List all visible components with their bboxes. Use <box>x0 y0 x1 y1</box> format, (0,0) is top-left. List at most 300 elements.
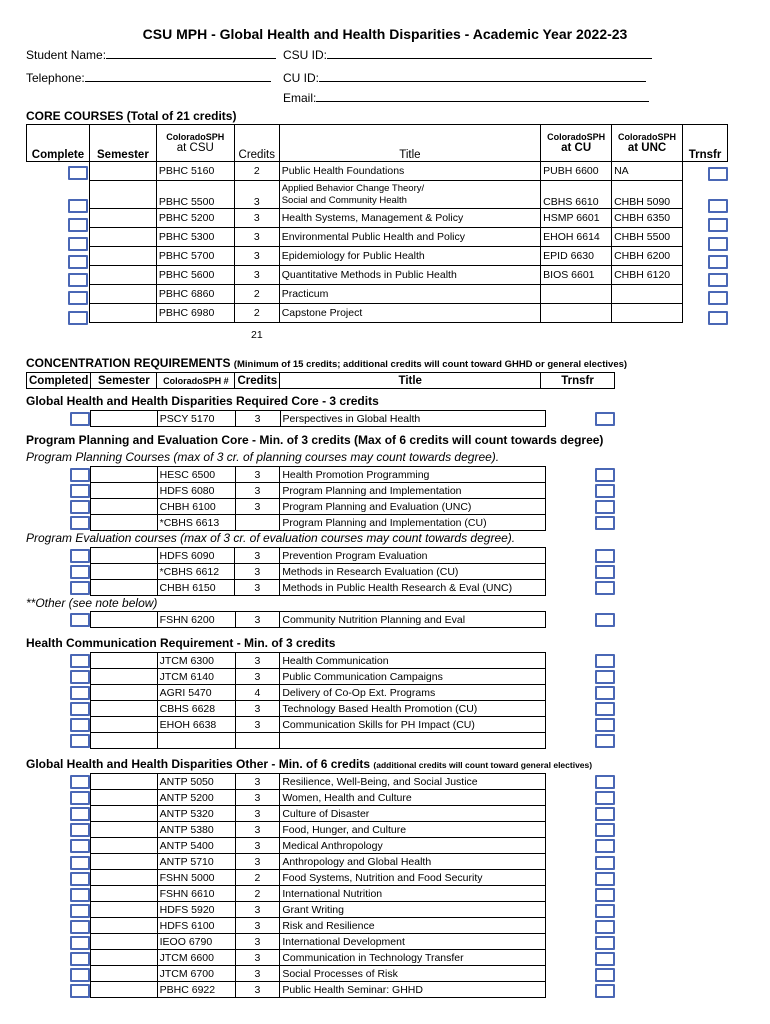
course-number: HDFS 6100 <box>157 918 235 934</box>
course-number: PBHC 5500 <box>156 181 234 209</box>
transfer-checkbox[interactable] <box>708 291 728 305</box>
col-unc <box>612 125 683 162</box>
ghhd-other-heading-note: (additional credits will count toward general electives) <box>373 760 593 770</box>
course-number: *CBHS 6612 <box>157 564 235 580</box>
table-row <box>27 285 728 304</box>
table-row <box>27 209 728 228</box>
course-title: Quantitative Methods in Public Health <box>279 266 540 285</box>
table-row <box>91 499 546 515</box>
table-row <box>91 902 546 918</box>
course-credits: 2 <box>235 870 280 886</box>
transfer-checkbox[interactable] <box>708 218 728 232</box>
table-row <box>27 228 728 247</box>
complete-checkbox[interactable] <box>70 872 90 886</box>
complete-checkbox[interactable] <box>70 968 90 982</box>
course-number: ANTP 5710 <box>157 854 235 870</box>
table-row <box>91 806 546 822</box>
core-heading: CORE COURSES (Total of 21 credits) <box>26 109 237 123</box>
core-courses-table <box>26 124 728 323</box>
complete-checkbox[interactable] <box>68 291 88 305</box>
course-number: PBHC 6860 <box>156 285 234 304</box>
course-title: Program Planning and Implementation <box>280 483 546 499</box>
col-title: Title <box>280 373 541 389</box>
transfer-checkbox[interactable] <box>595 500 615 514</box>
course-title: Health Communication <box>280 653 546 669</box>
complete-checkbox[interactable] <box>68 255 88 269</box>
table-row <box>27 266 728 285</box>
complete-checkbox[interactable] <box>70 484 90 498</box>
course-number: PBHC 5200 <box>156 209 234 228</box>
transfer-checkbox[interactable] <box>595 412 615 426</box>
table-row <box>91 653 546 669</box>
cu-equivalent: BIOS 6601 <box>541 266 612 285</box>
transfer-checkbox[interactable] <box>595 670 615 684</box>
complete-checkbox[interactable] <box>70 670 90 684</box>
col-cu <box>541 125 612 162</box>
table-row <box>91 467 546 483</box>
transfer-checkbox[interactable] <box>595 920 615 934</box>
course-title: Public Health Foundations <box>279 162 540 181</box>
course-number: JTCM 6700 <box>157 966 235 982</box>
table-row <box>27 247 728 266</box>
col-completed: Completed <box>27 373 91 389</box>
course-credits: 3 <box>235 580 280 596</box>
complete-checkbox[interactable] <box>68 273 88 287</box>
table-row <box>27 162 728 181</box>
required-core-heading: Global Health and Health Disparities Required Core - 3 credits <box>26 394 379 408</box>
col-credits: Credits <box>235 373 280 389</box>
cu-equivalent: HSMP 6601 <box>541 209 612 228</box>
course-credits: 3 <box>234 228 279 247</box>
concentration-heading <box>26 356 627 370</box>
course-title: Delivery of Co-Op Ext. Programs <box>280 685 546 701</box>
course-credits: 3 <box>235 499 280 515</box>
cu-equivalent <box>541 304 612 323</box>
course-title-line1: Applied Behavior Change Theory/ <box>281 182 425 194</box>
course-title: Grant Writing <box>280 902 546 918</box>
unc-equivalent: CHBH 6200 <box>612 247 683 266</box>
course-title: Social Processes of Risk <box>280 966 546 982</box>
table-row <box>91 701 546 717</box>
transfer-checkbox[interactable] <box>595 839 615 853</box>
course-title: Women, Health and Culture <box>280 790 546 806</box>
course-title: International Nutrition <box>280 886 546 902</box>
table-row <box>91 918 546 934</box>
course-credits: 3 <box>235 653 280 669</box>
transfer-checkbox[interactable] <box>595 904 615 918</box>
table-row <box>91 411 546 427</box>
table-row <box>91 854 546 870</box>
table-row <box>91 669 546 685</box>
complete-checkbox[interactable] <box>70 734 90 748</box>
complete-checkbox[interactable] <box>70 549 90 563</box>
course-title-line2: Social and Community Health <box>281 194 407 206</box>
col-unc-top: ColoradoSPH <box>618 132 677 142</box>
complete-checkbox[interactable] <box>70 581 90 595</box>
cu-equivalent: EPID 6630 <box>541 247 612 266</box>
course-title: Methods in Research Evaluation (CU) <box>280 564 546 580</box>
complete-checkbox[interactable] <box>70 952 90 966</box>
other-ppe-table <box>90 611 546 628</box>
complete-checkbox[interactable] <box>68 199 88 213</box>
table-row <box>91 870 546 886</box>
course-title: Prevention Program Evaluation <box>280 548 546 564</box>
course-credits: 3 <box>235 966 280 982</box>
table-row <box>91 838 546 854</box>
course-credits: 3 <box>235 564 280 580</box>
col-cu-bottom: at CU <box>561 142 592 154</box>
core-total-credits: 21 <box>251 329 263 341</box>
course-title: Resilience, Well-Being, and Social Justice <box>280 774 546 790</box>
course-number: IEOO 6790 <box>157 934 235 950</box>
communication-heading: Health Communication Requirement - Min. of 3 credits <box>26 636 336 650</box>
course-title: Community Nutrition Planning and Eval <box>280 612 546 628</box>
evaluation-note: Program Evaluation courses (max of 3 cr. of evaluation courses may count towards degree). <box>26 531 516 545</box>
complete-checkbox[interactable] <box>70 920 90 934</box>
course-credits: 3 <box>235 467 280 483</box>
table-row <box>91 950 546 966</box>
complete-checkbox[interactable] <box>70 807 90 821</box>
table-row <box>27 181 728 209</box>
table-row <box>91 580 546 596</box>
course-credits: 2 <box>234 304 279 323</box>
col-csu-top: ColoradoSPH <box>166 132 225 142</box>
table-row <box>91 982 546 998</box>
table-row <box>91 548 546 564</box>
ppe-heading: Program Planning and Evaluation Core - Min. of 3 credits (Max of 6 credits will count towards degree) <box>26 433 604 447</box>
course-credits: 3 <box>235 701 280 717</box>
col-complete: Complete <box>27 125 90 162</box>
table-row <box>27 304 728 323</box>
ghhd-other-heading-text: Global Health and Health Disparities Other - Min. of 6 credits <box>26 757 371 771</box>
table-row <box>91 564 546 580</box>
course-number: HDFS 6090 <box>157 548 235 564</box>
transfer-checkbox[interactable] <box>595 468 615 482</box>
col-title: Title <box>279 125 540 162</box>
complete-checkbox[interactable] <box>70 718 90 732</box>
cu-equivalent: EHOH 6614 <box>541 228 612 247</box>
csu-id-field[interactable] <box>283 47 652 62</box>
cu-equivalent <box>541 285 612 304</box>
cu-equivalent: CBHS 6610 <box>541 181 612 209</box>
course-title: Capstone Project <box>279 304 540 323</box>
course-credits: 2 <box>235 886 280 902</box>
complete-checkbox[interactable] <box>68 166 88 180</box>
planning-note: Program Planning Courses (max of 3 cr. of planning courses may count towards degree). <box>26 450 500 464</box>
transfer-checkbox[interactable] <box>595 613 615 627</box>
course-title: Program Planning and Implementation (CU) <box>280 515 546 531</box>
transfer-checkbox[interactable] <box>708 199 728 213</box>
course-credits: 3 <box>235 806 280 822</box>
complete-checkbox[interactable] <box>68 237 88 251</box>
course-number: CHBH 6150 <box>157 580 235 596</box>
transfer-checkbox[interactable] <box>595 775 615 789</box>
telephone-label: Telephone: <box>26 71 85 85</box>
col-semester: Semester <box>91 373 157 389</box>
course-number: ANTP 5200 <box>157 790 235 806</box>
unc-equivalent <box>612 304 683 323</box>
course-credits: 3 <box>235 717 280 733</box>
course-credits: 3 <box>235 548 280 564</box>
cu-equivalent: PUBH 6600 <box>541 162 612 181</box>
transfer-checkbox[interactable] <box>595 565 615 579</box>
transfer-checkbox[interactable] <box>708 167 728 181</box>
csu-id-line[interactable] <box>327 47 652 59</box>
course-credits: 3 <box>235 934 280 950</box>
complete-checkbox[interactable] <box>70 468 90 482</box>
course-number: JTCM 6600 <box>157 950 235 966</box>
course-credits: 3 <box>235 774 280 790</box>
course-title: Technology Based Health Promotion (CU) <box>280 701 546 717</box>
concentration-heading-text: CONCENTRATION REQUIREMENTS <box>26 356 231 370</box>
transfer-checkbox[interactable] <box>595 718 615 732</box>
course-number: *CBHS 6613 <box>157 515 235 531</box>
course-number: PBHC 6980 <box>156 304 234 323</box>
course-credits: 2 <box>234 285 279 304</box>
complete-checkbox[interactable] <box>70 823 90 837</box>
unc-equivalent <box>612 285 683 304</box>
course-number: ANTP 5400 <box>157 838 235 854</box>
transfer-checkbox[interactable] <box>595 549 615 563</box>
course-number: PSCY 5170 <box>157 411 235 427</box>
course-title: Communication in Technology Transfer <box>280 950 546 966</box>
course-credits: 3 <box>235 669 280 685</box>
table-row <box>91 886 546 902</box>
transfer-checkbox[interactable] <box>595 581 615 595</box>
core-header-row <box>27 125 728 162</box>
transfer-checkbox[interactable] <box>595 516 615 530</box>
course-title: Perspectives in Global Health <box>280 411 546 427</box>
complete-checkbox[interactable] <box>70 654 90 668</box>
complete-checkbox[interactable] <box>70 984 90 998</box>
transfer-checkbox[interactable] <box>708 255 728 269</box>
course-number: FSHN 6200 <box>157 612 235 628</box>
course-number: PBHC 5160 <box>156 162 234 181</box>
course-credits: 3 <box>235 902 280 918</box>
course-title: Epidemiology for Public Health <box>279 247 540 266</box>
course-title: Environmental Public Health and Policy <box>279 228 540 247</box>
course-number: EHOH 6638 <box>157 717 235 733</box>
transfer-checkbox[interactable] <box>595 888 615 902</box>
course-title: Public Health Seminar: GHHD <box>280 982 546 998</box>
cu-id-label: CU ID: <box>283 71 319 85</box>
complete-checkbox[interactable] <box>70 839 90 853</box>
col-csu <box>156 125 234 162</box>
complete-checkbox[interactable] <box>68 311 88 325</box>
col-course: ColoradoSPH # <box>157 373 235 389</box>
required-core-table <box>90 410 546 427</box>
complete-checkbox[interactable] <box>70 856 90 870</box>
other-note: **Other (see note below) <box>26 596 158 610</box>
complete-checkbox[interactable] <box>70 412 90 426</box>
table-row <box>91 717 546 733</box>
course-number: CHBH 6100 <box>157 499 235 515</box>
unc-equivalent: NA <box>612 162 683 181</box>
complete-checkbox[interactable] <box>70 936 90 950</box>
planning-courses-table <box>90 466 546 531</box>
col-transfer: Trnsfr <box>683 125 728 162</box>
course-credits: 3 <box>235 822 280 838</box>
unc-equivalent: CHBH 6350 <box>612 209 683 228</box>
transfer-checkbox[interactable] <box>595 734 615 748</box>
transfer-checkbox[interactable] <box>595 952 615 966</box>
complete-checkbox[interactable] <box>70 702 90 716</box>
course-credits: 2 <box>234 162 279 181</box>
transfer-checkbox[interactable] <box>595 968 615 982</box>
student-name-line[interactable] <box>106 47 276 59</box>
col-cu-top: ColoradoSPH <box>547 132 606 142</box>
cu-id-line[interactable] <box>319 70 646 82</box>
unc-equivalent: CHBH 5500 <box>612 228 683 247</box>
transfer-checkbox[interactable] <box>708 311 728 325</box>
course-number: ANTP 5050 <box>157 774 235 790</box>
unc-equivalent: CHBH 5090 <box>612 181 683 209</box>
course-title: Health Promotion Programming <box>280 467 546 483</box>
table-row <box>91 685 546 701</box>
course-credits: 3 <box>234 209 279 228</box>
course-number: PBHC 5300 <box>156 228 234 247</box>
table-row <box>91 733 546 749</box>
student-name-label: Student Name: <box>26 48 107 62</box>
telephone-line[interactable] <box>85 70 271 82</box>
transfer-checkbox[interactable] <box>708 273 728 287</box>
course-credits: 3 <box>235 854 280 870</box>
col-csu-bottom: at CSU <box>176 142 214 154</box>
col-unc-bottom: at UNC <box>627 142 667 154</box>
evaluation-courses-table <box>90 547 546 596</box>
transfer-checkbox[interactable] <box>595 984 615 998</box>
course-number: HDFS 6080 <box>157 483 235 499</box>
course-title <box>279 181 540 209</box>
table-row <box>91 790 546 806</box>
course-number <box>157 733 235 749</box>
course-title: Public Communication Campaigns <box>280 669 546 685</box>
course-title: Culture of Disaster <box>280 806 546 822</box>
communication-table <box>90 652 546 749</box>
course-credits <box>235 515 280 531</box>
telephone-field[interactable] <box>26 70 271 85</box>
course-title: Health Systems, Management & Policy <box>279 209 540 228</box>
unc-equivalent: CHBH 6120 <box>612 266 683 285</box>
course-title: Practicum <box>279 285 540 304</box>
col-credits: Credits <box>234 125 279 162</box>
course-title: Program Planning and Evaluation (UNC) <box>280 499 546 515</box>
complete-checkbox[interactable] <box>70 791 90 805</box>
course-title: Anthropology and Global Health <box>280 854 546 870</box>
email-label: Email: <box>283 91 317 105</box>
complete-checkbox[interactable] <box>70 775 90 789</box>
concentration-heading-note: (Minimum of 15 credits; additional credits will count toward GHHD or general electives) <box>233 359 628 370</box>
course-credits: 3 <box>234 247 279 266</box>
csu-id-label: CSU ID: <box>283 48 328 62</box>
course-title: Methods in Public Health Research & Eval (UNC) <box>280 580 546 596</box>
course-credits: 4 <box>235 685 280 701</box>
course-title: Food Systems, Nutrition and Food Security <box>280 870 546 886</box>
complete-checkbox[interactable] <box>70 516 90 530</box>
course-credits: 3 <box>235 950 280 966</box>
course-number: FSHN 6610 <box>157 886 235 902</box>
email-line[interactable] <box>316 90 649 102</box>
course-credits <box>235 733 280 749</box>
cu-id-field[interactable] <box>283 70 646 85</box>
table-row <box>91 774 546 790</box>
complete-checkbox[interactable] <box>68 218 88 232</box>
ghhd-other-heading <box>26 757 592 771</box>
transfer-checkbox[interactable] <box>595 807 615 821</box>
course-title: Risk and Resilience <box>280 918 546 934</box>
transfer-checkbox[interactable] <box>595 936 615 950</box>
page-title: CSU MPH - Global Health and Health Disparities - Academic Year 2022-23 <box>142 26 628 42</box>
course-credits: 3 <box>235 790 280 806</box>
course-number: HESC 6500 <box>157 467 235 483</box>
course-number: AGRI 5470 <box>157 685 235 701</box>
transfer-checkbox[interactable] <box>595 702 615 716</box>
table-row <box>91 515 546 531</box>
course-credits: 3 <box>234 266 279 285</box>
course-number: PBHC 5700 <box>156 247 234 266</box>
course-credits: 3 <box>235 838 280 854</box>
col-transfer: Trnsfr <box>541 373 615 389</box>
complete-checkbox[interactable] <box>70 500 90 514</box>
transfer-checkbox[interactable] <box>595 791 615 805</box>
transfer-checkbox[interactable] <box>595 823 615 837</box>
email-field[interactable] <box>283 90 649 105</box>
transfer-checkbox[interactable] <box>708 237 728 251</box>
course-number: PBHC 6922 <box>157 982 235 998</box>
course-number: CBHS 6628 <box>157 701 235 717</box>
course-title: International Development <box>280 934 546 950</box>
col-semester: Semester <box>89 125 156 162</box>
complete-checkbox[interactable] <box>70 888 90 902</box>
course-credits: 3 <box>235 483 280 499</box>
transfer-checkbox[interactable] <box>595 484 615 498</box>
transfer-checkbox[interactable] <box>595 872 615 886</box>
table-row <box>91 612 546 628</box>
complete-checkbox[interactable] <box>70 686 90 700</box>
course-credits: 3 <box>235 612 280 628</box>
course-credits: 3 <box>235 982 280 998</box>
course-title: Medical Anthropology <box>280 838 546 854</box>
course-credits: 3 <box>235 411 280 427</box>
table-row <box>91 822 546 838</box>
course-title: Communication Skills for PH Impact (CU) <box>280 717 546 733</box>
complete-checkbox[interactable] <box>70 565 90 579</box>
course-title: Food, Hunger, and Culture <box>280 822 546 838</box>
ghhd-other-table <box>90 773 546 998</box>
course-number: JTCM 6140 <box>157 669 235 685</box>
course-credits: 3 <box>234 181 279 209</box>
transfer-checkbox[interactable] <box>595 856 615 870</box>
course-number: ANTP 5380 <box>157 822 235 838</box>
table-row <box>91 483 546 499</box>
course-number: JTCM 6300 <box>157 653 235 669</box>
course-number: HDFS 5920 <box>157 902 235 918</box>
complete-checkbox[interactable] <box>70 904 90 918</box>
course-number: PBHC 5600 <box>156 266 234 285</box>
table-row <box>91 966 546 982</box>
course-title <box>280 733 546 749</box>
transfer-checkbox[interactable] <box>595 686 615 700</box>
complete-checkbox[interactable] <box>70 613 90 627</box>
concentration-header-row <box>27 373 615 389</box>
concentration-header-table <box>26 372 615 389</box>
transfer-checkbox[interactable] <box>595 654 615 668</box>
table-row <box>91 934 546 950</box>
course-number: FSHN 5000 <box>157 870 235 886</box>
student-name-field[interactable] <box>26 47 276 62</box>
course-number: ANTP 5320 <box>157 806 235 822</box>
course-credits: 3 <box>235 918 280 934</box>
